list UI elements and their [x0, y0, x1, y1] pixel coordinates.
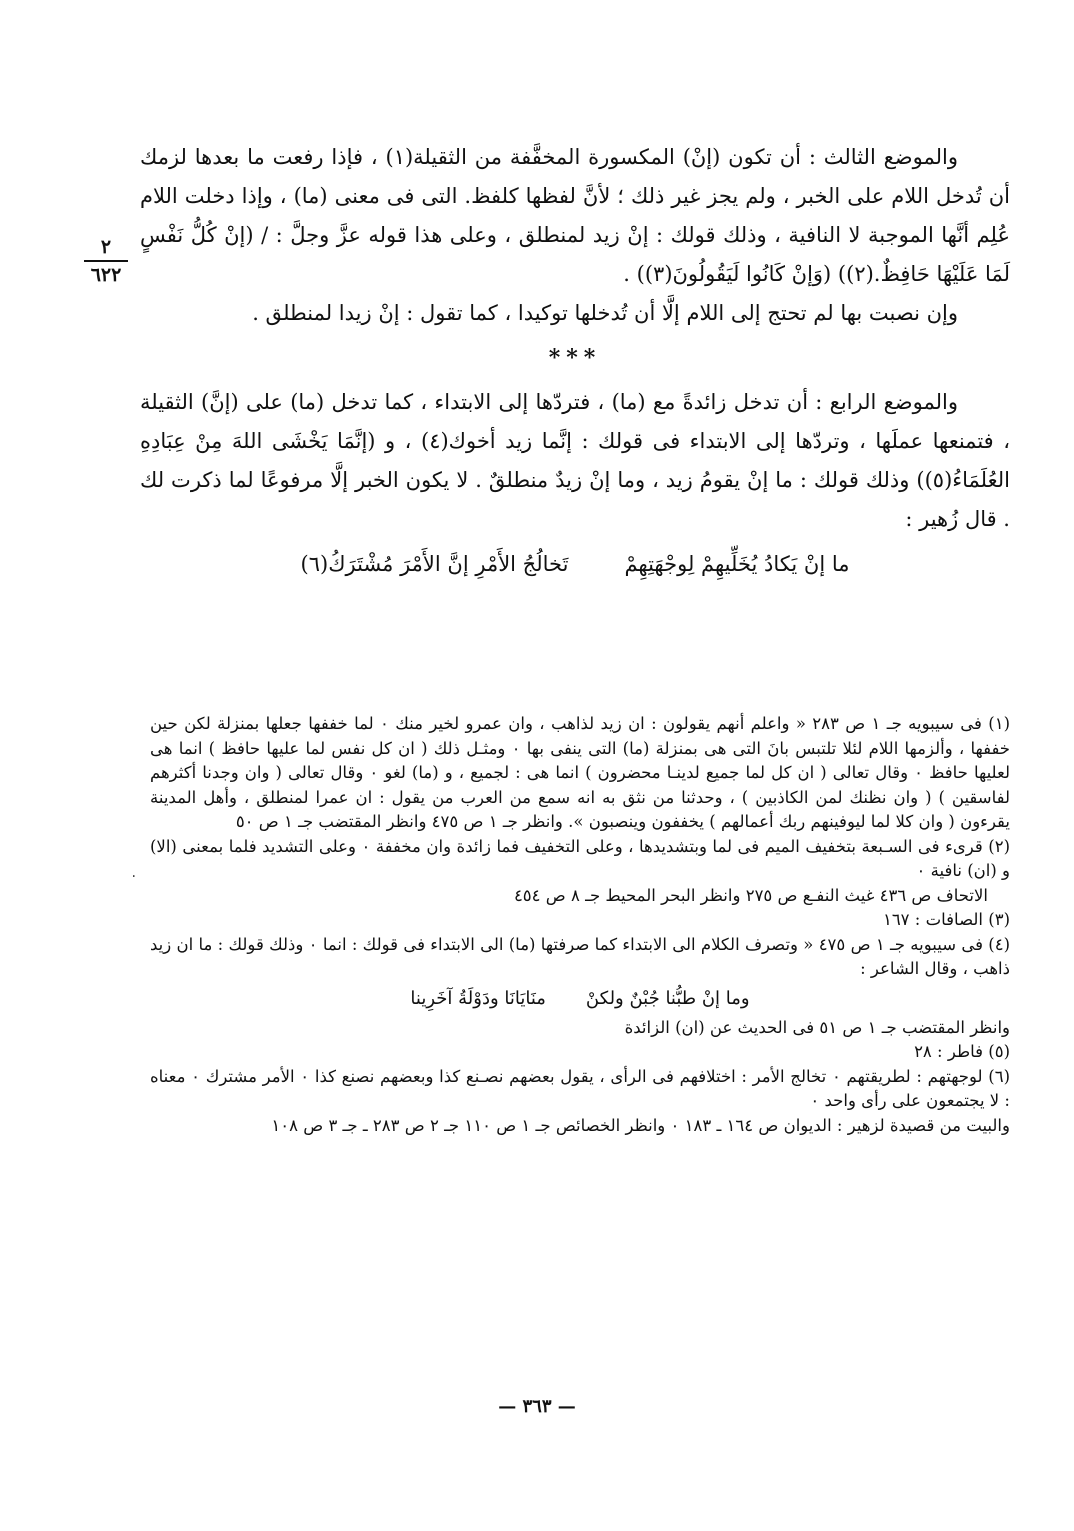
footnote-5: (٥) فاطر : ٢٨: [914, 1042, 1010, 1061]
stray-mark: ٠: [130, 868, 138, 884]
margin-reference-top: ٢: [100, 236, 112, 258]
section-separator: ***: [548, 345, 602, 371]
footnote-3: (٣) الصافات : ١٦٧: [882, 910, 1010, 929]
paragraph-third-position: والموضع الثالث : أن تكون (إنْ) المكسورة المخفَّفة من الثقيلة(١) ، فإذا رفعت ما بعدها لزمك أن تُدخل اللام على الخبر ، ولم يجز غير ذلك ؛ لأنَّ لفظها كلفظ. التى فى معنى (ما) ، وإذا دخلت اللام عُلِم أنَّها الموجبة لا النافية ، وذلك قولك : إنْ زيد لمنطلق ، وعلى هذا قوله عزَّ وجلَّ : / (إنْ كُلُّ نَفْسٍ لَمَا عَلَيْهَا حَافِظٌ.(٢)) (وَإنْ كَانُوا لَيَقُولُونَ(٣)) .: [140, 145, 1010, 286]
main-text: [140, 138, 1010, 584]
poetry-verse: [140, 545, 1010, 584]
page-number: — ٣٦٣ —: [498, 1396, 576, 1417]
margin-reference-rule: [84, 260, 128, 262]
footnotes: [150, 712, 1010, 1138]
margin-reference-bottom: ٦٢٢: [90, 264, 122, 286]
margin-page-reference: [78, 236, 134, 286]
footnote-1: (١) فى سيبويه جـ ١ ص ٢٨٣ « واعلم أنهم يقولون : ان زيد لذاهب ، وان عمرو لخير منك ٠ لما خففها جعلها بمنزلة لكن حين خففها ، وألزمها اللام لئلا تلتبس بانَ التى هى بمنزلة (ما) التى ينفى بها ٠ ومثـل ذلك ( ان كل نفس لما عليها حافظ ) انما هى لعليها حافظ ٠ وقال تعالى ( ان كل لما جميع لدينـا محضرون ) انما هى : لجميع ، و (ما) لغو ٠ وقال تعالى ( وان وجدنا أكثرهم لفاسقين ) ( وان نظنك لمن الكاذبين ) ، وحدثنا من نثق به انه سمع من العرب من يقول : ان عمرا لمنطلق ، وأهل المدينة يقرءون ( وان كلا لما ليوفينهم ربك أعمالهم ) يخففون وينصبون ». وانظر جـ ١ ص ٤٧٥ وانظر المقتضب جـ ١ ص ٥٠: [150, 714, 1011, 831]
paragraph-nasb: وإن نصبت بها لم تحتج إلى اللام إلَّا أن تُدخلها توكيدا ، كما تقول : إنْ زيدا لمنطلق .: [252, 301, 958, 325]
footnote-2-references: الاتحاف ص ٤٣٦ غيث النفـع ص ٢٧٥ وانظر البحر المحيط جـ ٨ ص ٤٥٤: [513, 885, 988, 905]
footnote-4-verse: [150, 982, 1010, 1016]
verse-first-hemistich: ما إنْ يَكادُ يُخَلِّيهِمْ لِوجْهَتِهِمْ: [624, 552, 850, 576]
footnote-verse-first-hemistich: وما إنْ طبُّنا جُبْنٌ ولكنْ: [585, 987, 750, 1009]
footnote-2: (٢) قرىء فى السـبعة بتخفيف الميم فى لما وبتشديدها ، وعلى التخفيف فما زائدة وان مخففة ٠ وعلى التشديد فلما بمعنى (الا) و (ان) نافية ٠: [150, 836, 1010, 880]
footnote-verse-second-hemistich: منَايَانَا ودَوْلَةُ آخَرِينا: [410, 987, 546, 1009]
paragraph-fourth-position: والموضع الرابع : أن تدخل زائدةً مع (ما) ، فتردّها إلى الابتداء ، كما تدخل (ما) على (إنَّ) الثقيلة ، فتمنعها عملَها ، وتردّها إلى الابتداء فى قولك : إنَّما زيد أخوك(٤) ، و (إنَّمَا يَخْشَى اللهَ مِنْ عِبَادِهِ العُلَمَاءُ(٥)) وذلك قولك : ما إنْ يقومُ زيد ، وما إنْ زيدٌ منطلقٌ . لا يكون الخبر إلَّا مرفوعًا لما ذكرت لك . قال زُهير :: [140, 390, 1011, 531]
verse-second-hemistich: تَخالُجُ الأَمْرِ إنَّ الأَمْرَ مُشْتَرَكُ(٦): [300, 552, 569, 576]
footnote-4: (٤) فى سيبويه جـ ١ ص ٤٧٥ « وتصرف الكلام الى الابتداء كما صرفتها (ما) الى الابتداء فى قولك : انما ٠ وذلك قولك : ما ان زيد ذاهب ، وقال الشاعر :: [150, 934, 1010, 978]
footnote-6-references: والبيت من قصيدة لزهير : الديوان ص ١٦٤ ـ ١٨٣ ٠ وانظر الخصائص جـ ١ ص ١١٠ جـ ٢ ص ٢٨٣ ـ جـ ٣ ص ١٠٨: [271, 1115, 1010, 1135]
footnote-6: (٦) لوجهتهم : لطريقتهم ٠ تخالج الأمر : اختلافهم فى الرأى ، يقول بعضهم نصـنع كذا وبعضهم نصنع كذا ٠ الأمر مشترك ٠ معناه : لا يجتمعون على رأى واحد ٠: [150, 1066, 1011, 1110]
footnote-4-reference: وانظر المقتضب جـ ١ ص ٥١ فى الحديث عن (ان) الزائدة: [624, 1017, 1010, 1037]
